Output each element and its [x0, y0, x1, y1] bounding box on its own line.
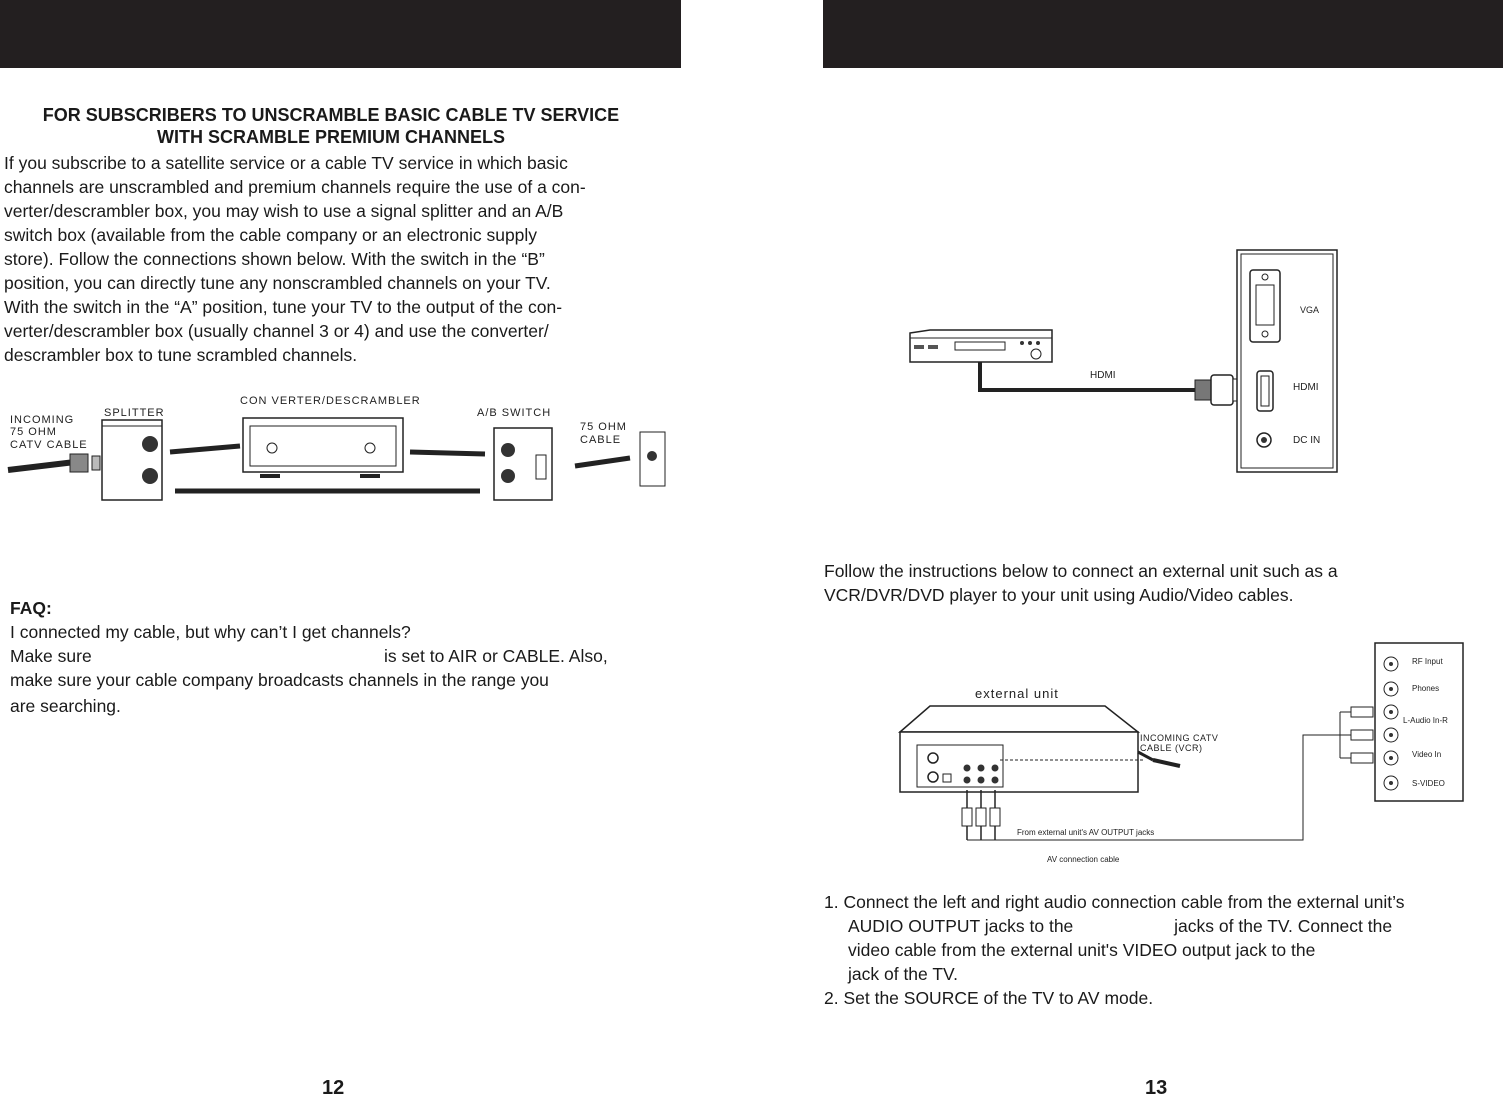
step-line-part: AUDIO OUTPUT jacks to the [848, 916, 1074, 936]
body-line: store). Follow the connections shown below. With the switch in the “B” [4, 249, 545, 269]
cable-label: CABLE [580, 434, 622, 446]
splitter-label: SPLITTER [104, 407, 165, 419]
ab-switch-label: A/B SWITCH [477, 407, 552, 419]
av-steps [824, 890, 1404, 1010]
faq-answer-line3: are searching. [10, 696, 121, 716]
step-line [824, 914, 1404, 938]
page-number-right: 13 [1145, 1077, 1168, 1099]
step-line: video cable from the external unit's VIDEO output jack to the [848, 940, 1316, 960]
body-line: verter/descrambler box (usually channel 3 or 4) and use the converter/ [4, 321, 549, 341]
body-line: verter/descrambler box, you may wish to use a signal splitter and an A/B [4, 201, 564, 221]
jack-label-rf-input: RF Input [1412, 657, 1443, 666]
intro-line: VCR/DVR/DVD player to your unit using Audio/Video cables. [824, 585, 1294, 605]
step-line: 2. Set the SOURCE of the TV to AV mode. [824, 988, 1154, 1008]
body-line: If you subscribe to a satellite service or a cable TV service in which basic [4, 153, 568, 173]
vga-label: VGA [1300, 305, 1320, 315]
from-external-label: From external unit's AV OUTPUT jacks [1017, 828, 1155, 837]
body-line: channels are unscrambled and premium channels require the use of a con- [4, 177, 586, 197]
faq-answer-mid: is set to AIR or CABLE. Also, [384, 646, 608, 666]
faq-answer-line2: make sure your cable company broadcasts channels in the range you [10, 670, 549, 690]
splitter-box [102, 420, 162, 500]
ab-switch-box [494, 428, 552, 500]
right-header-bar [823, 0, 1503, 68]
incoming-label: CATV CABLE [10, 439, 88, 451]
incoming-catv-label: CABLE (VCR) [1140, 743, 1203, 753]
incoming-cable [8, 454, 100, 472]
intro-line: Follow the instructions below to connect an external unit such as a [824, 561, 1338, 581]
step-line-part: jacks of the TV. Connect the [1174, 916, 1393, 936]
jack-label-audio-in: L-Audio In-R [1403, 716, 1448, 725]
tv-back-panel [1237, 250, 1337, 472]
av-cable-label: AV connection cable [1047, 855, 1120, 864]
rca-plugs [1340, 707, 1373, 763]
cable-label: 75 OHM [580, 421, 627, 433]
body-line: With the switch in the “A” position, tune your TV to the output of the con- [4, 297, 563, 317]
av-diagram [895, 640, 1465, 870]
hdmi-cable-label: HDMI [1090, 370, 1116, 381]
left-header-bar [0, 0, 681, 68]
faq-answer-start: Make sure [10, 646, 92, 666]
hdmi-diagram [900, 245, 1340, 480]
left-heading [0, 104, 662, 148]
converter-label: CON VERTER/DESCRAMBLER [240, 395, 421, 407]
hdmi-port-label: HDMI [1293, 382, 1319, 393]
jack-label-s-video: S-VIDEO [1412, 779, 1445, 788]
dvd-player [910, 330, 1052, 362]
dc-in-label: DC IN [1293, 435, 1321, 446]
av-intro [824, 559, 1338, 607]
heading-line-2: WITH SCRAMBLE PREMIUM CHANNELS [157, 127, 505, 147]
external-unit-label: external unit [975, 686, 1059, 701]
jack-label-video-in: Video In [1412, 750, 1442, 759]
tv-wall-jack [640, 432, 665, 486]
incoming-label: INCOMING [10, 414, 75, 426]
incoming-label: 75 OHM [10, 426, 57, 438]
body-line: position, you can directly tune any nonscrambled channels on your TV. [4, 273, 551, 293]
step-line: jack of the TV. [848, 964, 958, 984]
converter-box [243, 418, 403, 478]
incoming-catv-label: INCOMING CATV [1140, 733, 1219, 743]
body-line: switch box (available from the cable company or an electronic supply [4, 225, 538, 245]
faq-question: I connected my cable, but why can’t I get channels? [10, 622, 411, 642]
jack-label-phones: Phones [1412, 684, 1440, 693]
left-body-paragraph [4, 151, 586, 367]
faq-title: FAQ: [10, 598, 52, 618]
step-line: 1. Connect the left and right audio connection cable from the external unit’s [824, 892, 1405, 912]
heading-line-1: FOR SUBSCRIBERS TO UNSCRAMBLE BASIC CABLE TV SERVICE [42, 105, 620, 125]
body-line: descrambler box to tune scrambled channels. [4, 345, 358, 365]
page-number-left: 12 [322, 1077, 345, 1099]
external-unit-device [900, 706, 1138, 792]
splitter-diagram [0, 390, 680, 510]
